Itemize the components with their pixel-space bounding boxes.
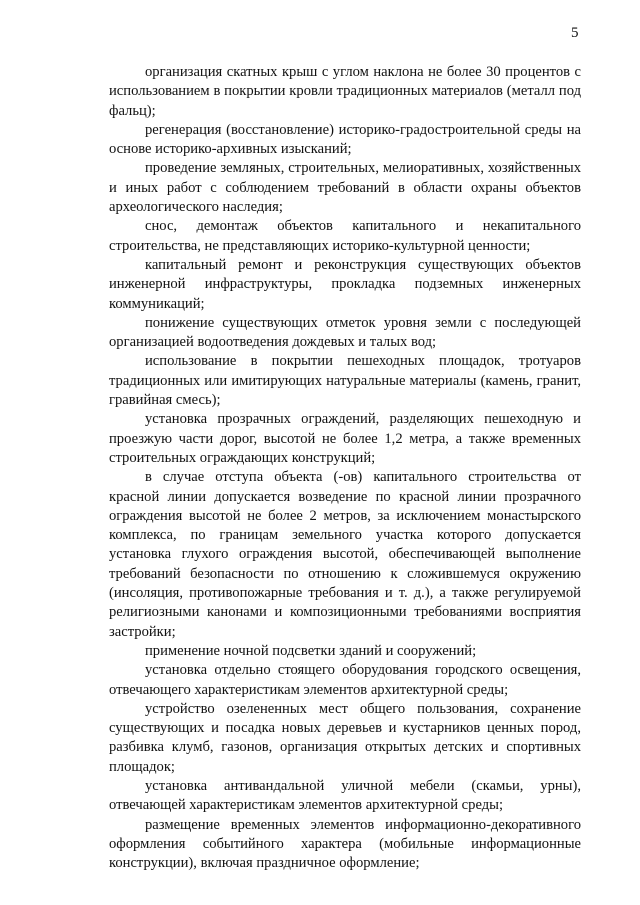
paragraph: установка отдельно стоящего оборудования городского освещения, отвечающего характеристикам элементов архитектурной среды; [109,662,581,698]
paragraph: устройство озелененных мест общего пользования, сохранение существующих и посадка новых деревьев и кустарников ценных пород, разбивка клумб, газонов, организация открытых детских и спортивных площадок; [109,700,581,775]
paragraph: установка антивандальной уличной мебели (скамьи, урны), отвечающей характеристикам элементов архитектурной среды; [109,777,581,814]
paragraph: снос, демонтаж объектов капитального и некапитального строительства, не представляющих историко-культурной ценности; [109,218,581,254]
document-body [109,63,581,873]
paragraph: капитальный ремонт и реконструкция существующих объектов инженерной инфраструктуры, прокладка подземных инженерных коммуникаций; [109,256,581,312]
paragraph: использование в покрытии пешеходных площадок, тротуаров традиционных или имитирующих натуральные материалы (камень, гранит, гравийная смесь); [109,353,581,409]
paragraph: применение ночной подсветки зданий и сооружений; [145,642,477,659]
paragraph: установка прозрачных ограждений, разделяющих пешеходную и проезжую части дорог, высотой не более 1,2 метра, а также временных строительных ограждающих конструкций; [109,411,581,466]
paragraph: проведение земляных, строительных, мелиоративных, хозяйственных и иных работ с соблюдением требований в области охраны объектов археологического наследия; [109,160,581,216]
paragraph: в случае отступа объекта (-ов) капитального строительства от красной линии допускается возведение по красной линии прозрачного ограждения высотой не более 2 метров, за исключением монастырского комплекса, по границам земельного участка которого допускается установка глухого ограждения высотой, обеспечивающей выполнение требований безопасности по отношению к сложившемуся окружению (инсоляция, противопожарные требования и т. д.), а также регулируемой религиозными канонами и композиционными требованиями восприятия застройки; [109,469,581,640]
paragraph: регенерация (восстановление) историко-градостроительной среды на основе историко-архивных изысканий; [109,121,581,158]
paragraph: организация скатных крыш с углом наклона не более 30 процентов с использованием в покрытии кровли традиционных материалов (металл под фальц); [109,64,581,119]
page-number: 5 [571,25,579,41]
paragraph: понижение существующих отметок уровня земли с последующей организацией водоотведения дождевых и талых вод; [109,314,581,351]
paragraph: размещение временных элементов информационно-декоративного оформления событийного характера (мобильные информационные конструкции), включая праздничное оформление; [109,816,581,872]
